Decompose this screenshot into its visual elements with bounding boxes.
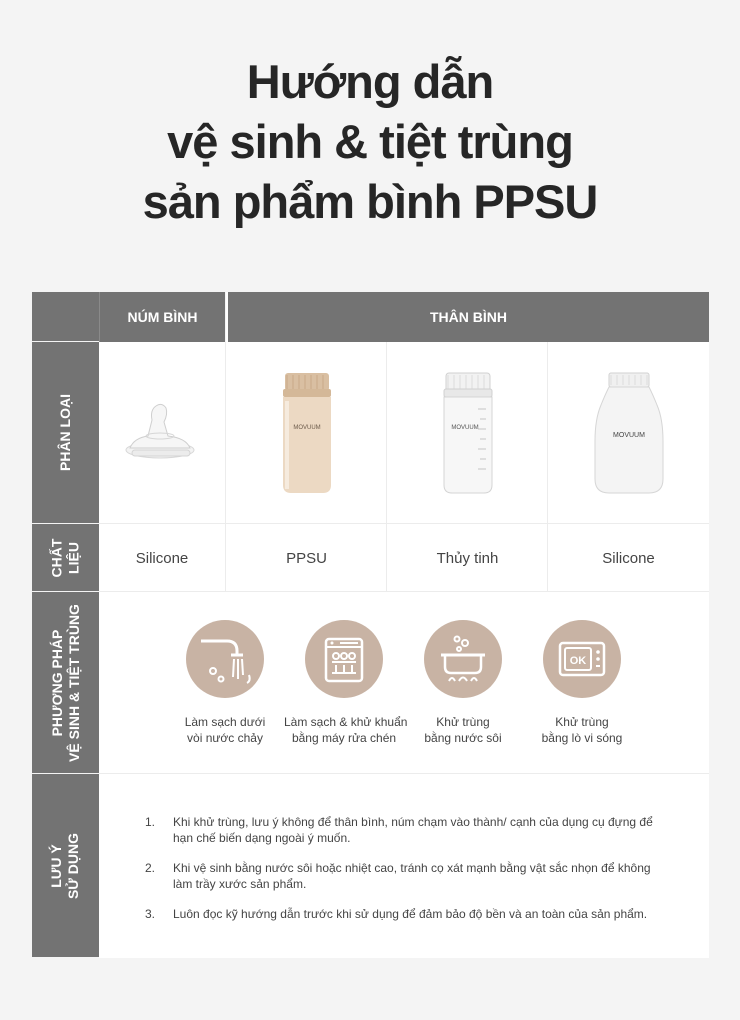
ppsu-bottle-image — [277, 371, 337, 496]
divider — [547, 342, 548, 592]
divider — [99, 523, 709, 524]
page-title — [0, 52, 740, 232]
method-faucet — [165, 620, 285, 746]
title-line-2: vệ sinh & tiệt trùng — [167, 115, 573, 168]
product-ppsu-bottle — [226, 342, 387, 524]
method-dishwasher — [284, 620, 408, 746]
row-label-phuong-phap: PHƯƠNG PHÁP VỆ SINH & TIỆT TRÙNG — [32, 592, 99, 774]
note-item: 1. Khi khử trùng, lưu ý không để thân bình, núm chạm vào thành/ cạnh của dụng cụ đựng để hạn chế biến dạng ngoài ý muốn. — [145, 815, 653, 845]
material-silicone: Silicone — [602, 549, 655, 567]
care-table — [32, 292, 709, 958]
method-faucet-label: Làm sạch dưới vòi nước chảy — [184, 715, 266, 745]
method-microwave — [522, 620, 642, 746]
divider — [99, 773, 709, 774]
material-cell — [387, 524, 548, 592]
header-than-binh: THÂN BÌNH — [226, 292, 709, 342]
product-nipple — [99, 342, 225, 524]
divider — [225, 342, 226, 592]
microwave-icon — [543, 620, 621, 698]
material-glass: Thủy tinh — [436, 549, 499, 567]
note-item: 3. Luôn đọc kỹ hướng dẫn trước khi sử dụng để đảm bảo độ bền và an toàn của sản phẩm. — [145, 907, 648, 921]
svg-text:MOVUUM: MOVUUM — [612, 431, 645, 439]
faucet-icon — [186, 620, 264, 698]
material-cell — [99, 524, 225, 592]
dishwasher-icon — [305, 620, 383, 698]
svg-text:OK: OK — [569, 655, 587, 667]
material-cell — [226, 524, 387, 592]
material-cell — [548, 524, 709, 592]
divider — [99, 591, 709, 592]
product-glass-bottle — [387, 342, 548, 524]
material-ppsu: PPSU — [286, 549, 327, 567]
notes-list — [145, 814, 665, 936]
row-label-luu-y: LƯU Ý SỬ DỤNG — [32, 774, 99, 958]
row-label-phan-loai: PHÂN LOẠI — [32, 342, 99, 524]
method-microwave-label: Khử trùng bằng lò vi sóng — [541, 715, 623, 745]
header-num-binh: NÚM BÌNH — [99, 292, 225, 342]
row-label-chat-lieu: CHẤT LIỆU — [32, 524, 99, 592]
note-item: 2. Khi vệ sinh bằng nước sôi hoặc nhiệt cao, tránh cọ xát mạnh bằng vật sắc nhọn để không làm trầy xước sản phẩm. — [145, 861, 651, 891]
material-nipple: Silicone — [135, 549, 189, 567]
nipple-image — [122, 398, 202, 468]
boiling-pot-icon — [424, 620, 502, 698]
method-boiling-label: Khử trùng bằng nước sôi — [424, 715, 502, 745]
title-line-1: Hướng dẫn — [246, 55, 494, 108]
method-dishwasher-label: Làm sạch & khử khuẩn bằng máy rửa chén — [284, 715, 408, 745]
svg-text:MOVUUM: MOVUUM — [292, 424, 321, 431]
divider — [386, 342, 387, 592]
svg-text:MOVUUM: MOVUUM — [450, 424, 479, 431]
method-boiling — [403, 620, 523, 746]
glass-bottle-image — [438, 371, 498, 496]
title-line-3: sản phẩm bình PPSU — [142, 175, 598, 228]
product-silicone-bottle — [548, 342, 709, 524]
silicone-bottle-image — [593, 371, 665, 496]
corner-cell — [32, 292, 99, 342]
